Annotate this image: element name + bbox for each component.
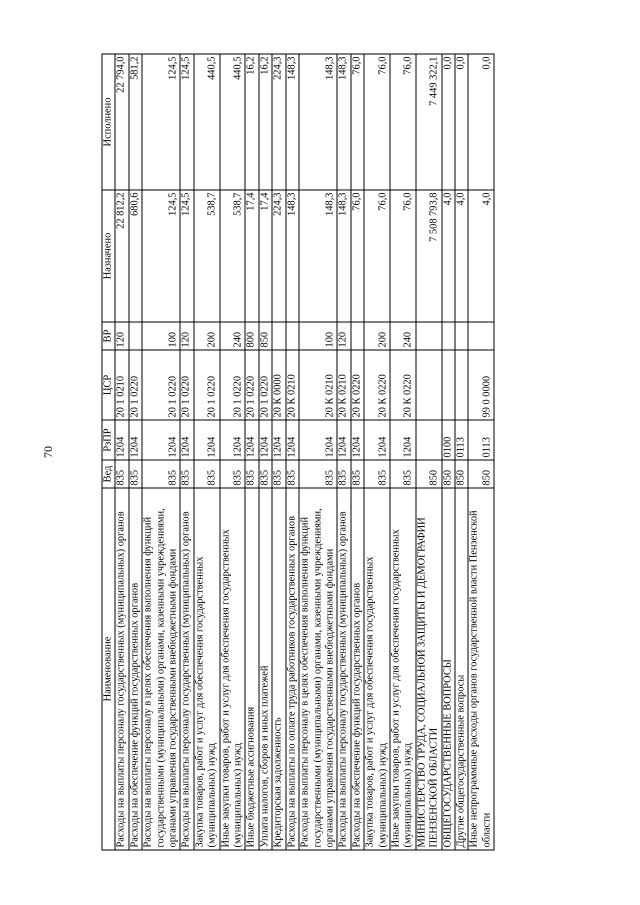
cell-csr xyxy=(416,350,442,420)
cell-ved: 835 xyxy=(142,460,180,488)
cell-vr: 100 xyxy=(142,322,180,350)
table-row xyxy=(180,54,193,850)
header-csr: ЦСР xyxy=(102,350,115,420)
cell-ved: 835 xyxy=(245,460,258,488)
cell-rzpr: 1204 xyxy=(180,420,193,460)
cell-csr: 99 0 0000 xyxy=(468,350,494,420)
cell-executed: 148,3 xyxy=(286,54,299,190)
cell-vr xyxy=(468,322,494,350)
cell-csr: 20 1 0220 xyxy=(220,350,246,420)
cell-rzpr: 0113 xyxy=(468,420,494,460)
cell-name: ОБЩЕГОСУДАРСТВЕННЫЕ ВОПРОСЫ xyxy=(442,488,455,850)
cell-ved: 850 xyxy=(442,460,455,488)
cell-assigned: 148,3 xyxy=(299,190,337,322)
cell-rzpr xyxy=(416,420,442,460)
cell-executed: 7 449 322,1 xyxy=(416,54,442,190)
cell-name: Расходы на выплаты персоналу государственных (муниципальных) органов xyxy=(337,488,350,850)
cell-assigned: 124,5 xyxy=(180,190,193,322)
cell-name: Закупка товаров, работ и услуг для обеспечения государственных (муниципальных) нужд xyxy=(194,488,220,850)
cell-name: Расходы на выплаты персоналу в целях обеспечения выполнения функций государственными (муниципальными) органами, казенными учреждениями, органами управления государственными внебюджетными фондами xyxy=(142,488,180,850)
cell-assigned: 4,0 xyxy=(442,190,455,322)
cell-assigned: 124,5 xyxy=(142,190,180,322)
table-header-row xyxy=(102,54,115,850)
rotated-page-content xyxy=(98,53,543,853)
table-row xyxy=(194,54,220,850)
cell-rzpr: 1204 xyxy=(115,420,128,460)
cell-ved: 835 xyxy=(259,460,272,488)
cell-csr: 20 1 0220 xyxy=(129,350,142,420)
cell-assigned: 4,0 xyxy=(455,190,468,322)
cell-csr: 20 1 0220 xyxy=(142,350,180,420)
cell-ved: 835 xyxy=(129,460,142,488)
table-row xyxy=(220,54,246,850)
cell-rzpr: 1204 xyxy=(142,420,180,460)
cell-rzpr: 1204 xyxy=(194,420,220,460)
cell-assigned: 538,7 xyxy=(194,190,220,322)
table-row xyxy=(245,54,258,850)
cell-executed: 581,2 xyxy=(129,54,142,190)
table-row xyxy=(272,54,285,850)
cell-vr: 120 xyxy=(180,322,193,350)
cell-name: МИНИСТЕРСТВО ТРУДА, СОЦИАЛЬНОЙ ЗАЩИТЫ И ДЕМОГРАФИИ ПЕНЗЕНСКОЙ ОБЛАСТИ xyxy=(416,488,442,850)
cell-csr: 20 К 0210 xyxy=(337,350,350,420)
cell-assigned: 76,0 xyxy=(364,190,390,322)
cell-vr: 240 xyxy=(220,322,246,350)
table-row xyxy=(468,54,494,850)
cell-ved: 850 xyxy=(455,460,468,488)
cell-ved: 850 xyxy=(416,460,442,488)
cell-vr xyxy=(442,322,455,350)
cell-name: Расходы на выплаты персоналу государственных (муниципальных) органов xyxy=(115,488,128,850)
cell-ved: 835 xyxy=(337,460,350,488)
table-row xyxy=(390,54,416,850)
header-rzpr: РзПР xyxy=(102,420,115,460)
table-row xyxy=(364,54,390,850)
cell-vr: 200 xyxy=(194,322,220,350)
cell-assigned: 148,3 xyxy=(337,190,350,322)
header-vr: ВР xyxy=(102,322,115,350)
cell-executed: 148,3 xyxy=(299,54,337,190)
cell-ved: 835 xyxy=(115,460,128,488)
cell-assigned: 76,0 xyxy=(351,190,364,322)
cell-rzpr: 1204 xyxy=(390,420,416,460)
cell-vr: 240 xyxy=(390,322,416,350)
cell-csr: 20 К 0220 xyxy=(390,350,416,420)
cell-executed: 76,0 xyxy=(351,54,364,190)
cell-executed: 16,2 xyxy=(245,54,258,190)
table-row xyxy=(259,54,272,850)
header-assigned: Назначено xyxy=(102,190,115,322)
cell-rzpr: 1204 xyxy=(299,420,337,460)
table-row xyxy=(299,54,337,850)
cell-vr: 200 xyxy=(364,322,390,350)
header-name: Наименование xyxy=(102,488,115,850)
cell-csr: 20 К 0220 xyxy=(351,350,364,420)
table-row xyxy=(286,54,299,850)
cell-csr: 20 1 0220 xyxy=(245,350,258,420)
table-row xyxy=(337,54,350,850)
cell-csr: 20 К 0210 xyxy=(299,350,337,420)
table-row xyxy=(442,54,455,850)
cell-vr: 120 xyxy=(337,322,350,350)
cell-ved: 835 xyxy=(220,460,246,488)
cell-assigned: 148,3 xyxy=(286,190,299,322)
cell-rzpr: 1204 xyxy=(337,420,350,460)
cell-executed: 0,0 xyxy=(442,54,455,190)
cell-executed: 22 794,0 xyxy=(115,54,128,190)
cell-csr: 20 1 0220 xyxy=(194,350,220,420)
cell-rzpr: 1204 xyxy=(351,420,364,460)
cell-rzpr: 1204 xyxy=(245,420,258,460)
cell-name: Закупка товаров, работ и услуг для обеспечения государственных (муниципальных) нужд xyxy=(364,488,390,850)
cell-name: Иные закупки товаров, работ и услуг для обеспечения государственных (муниципальных) нужд xyxy=(220,488,246,850)
cell-vr: 800 xyxy=(245,322,258,350)
cell-csr xyxy=(442,350,455,420)
cell-executed: 76,0 xyxy=(390,54,416,190)
cell-csr: 20 К 0220 xyxy=(364,350,390,420)
cell-vr xyxy=(455,322,468,350)
table-row xyxy=(115,54,128,850)
cell-assigned: 538,7 xyxy=(220,190,246,322)
cell-csr: 20 1 0220 xyxy=(180,350,193,420)
cell-rzpr: 1204 xyxy=(272,420,285,460)
cell-ved: 835 xyxy=(180,460,193,488)
cell-vr xyxy=(351,322,364,350)
cell-executed: 124,5 xyxy=(142,54,180,190)
cell-assigned: 224,3 xyxy=(272,190,285,322)
cell-name: Расходы на выплаты по оплате труда работников государственных органов xyxy=(286,488,299,850)
cell-vr xyxy=(129,322,142,350)
cell-executed: 76,0 xyxy=(364,54,390,190)
cell-executed: 0,0 xyxy=(468,54,494,190)
cell-vr xyxy=(416,322,442,350)
cell-name: Другие общегосударственные вопросы xyxy=(455,488,468,850)
cell-name: Расходы на выплаты персоналу в целях обеспечения выполнения функций государственными (муниципальными) органами, казенными учреждениями, органами управления государственными внебюджетными фондами xyxy=(299,488,337,850)
cell-ved: 835 xyxy=(272,460,285,488)
cell-ved: 835 xyxy=(286,460,299,488)
cell-assigned: 680,6 xyxy=(129,190,142,322)
table-row xyxy=(351,54,364,850)
cell-ved: 835 xyxy=(364,460,390,488)
cell-name: Уплата налогов, сборов и иных платежей xyxy=(259,488,272,850)
cell-name: Кредиторская задолженность xyxy=(272,488,285,850)
table-row xyxy=(455,54,468,850)
cell-name: Иные закупки товаров, работ и услуг для обеспечения государственных (муниципальных) нужд xyxy=(390,488,416,850)
cell-rzpr: 0100 xyxy=(442,420,455,460)
budget-table xyxy=(102,54,495,851)
cell-assigned: 22 812,2 xyxy=(115,190,128,322)
cell-rzpr: 1204 xyxy=(364,420,390,460)
cell-assigned: 4,0 xyxy=(468,190,494,322)
cell-rzpr: 1204 xyxy=(259,420,272,460)
cell-ved: 835 xyxy=(351,460,364,488)
cell-rzpr: 1204 xyxy=(220,420,246,460)
cell-vr: 120 xyxy=(115,322,128,350)
cell-name: Расходы на обеспечение функций государственных органов xyxy=(351,488,364,850)
cell-assigned: 7 508 793,8 xyxy=(416,190,442,322)
cell-csr xyxy=(455,350,468,420)
cell-executed: 0,0 xyxy=(455,54,468,190)
cell-executed: 224,3 xyxy=(272,54,285,190)
cell-rzpr: 0113 xyxy=(455,420,468,460)
cell-csr: 20 1 0210 xyxy=(115,350,128,420)
cell-ved: 835 xyxy=(390,460,416,488)
cell-name: Иные непрограммные расходы органов государственной власти Пензенской области xyxy=(468,488,494,850)
cell-vr xyxy=(286,322,299,350)
cell-rzpr: 1204 xyxy=(129,420,142,460)
cell-executed: 440,5 xyxy=(194,54,220,190)
page-number: 70 xyxy=(41,446,55,458)
header-ved: Вед xyxy=(102,460,115,488)
cell-assigned: 17,4 xyxy=(245,190,258,322)
cell-ved: 850 xyxy=(468,460,494,488)
cell-vr: 100 xyxy=(299,322,337,350)
table-row xyxy=(129,54,142,850)
table-row xyxy=(142,54,180,850)
table-row xyxy=(416,54,442,850)
cell-assigned: 76,0 xyxy=(390,190,416,322)
cell-vr: 850 xyxy=(259,322,272,350)
cell-csr: 20 1 0220 xyxy=(259,350,272,420)
cell-csr: 20 К 0210 xyxy=(286,350,299,420)
cell-executed: 440,5 xyxy=(220,54,246,190)
cell-vr xyxy=(272,322,285,350)
cell-name: Расходы на обеспечение функций государственных органов xyxy=(129,488,142,850)
cell-rzpr: 1204 xyxy=(286,420,299,460)
cell-executed: 148,3 xyxy=(337,54,350,190)
cell-ved: 835 xyxy=(299,460,337,488)
cell-ved: 835 xyxy=(194,460,220,488)
header-executed: Исполнено xyxy=(102,54,115,190)
cell-assigned: 17,4 xyxy=(259,190,272,322)
cell-executed: 16,2 xyxy=(259,54,272,190)
cell-csr: 20 К 0000 xyxy=(272,350,285,420)
cell-name: Расходы на выплаты персоналу государственных (муниципальных) органов xyxy=(180,488,193,850)
cell-executed: 124,5 xyxy=(180,54,193,190)
cell-name: Иные бюджетные ассигнования xyxy=(245,488,258,850)
